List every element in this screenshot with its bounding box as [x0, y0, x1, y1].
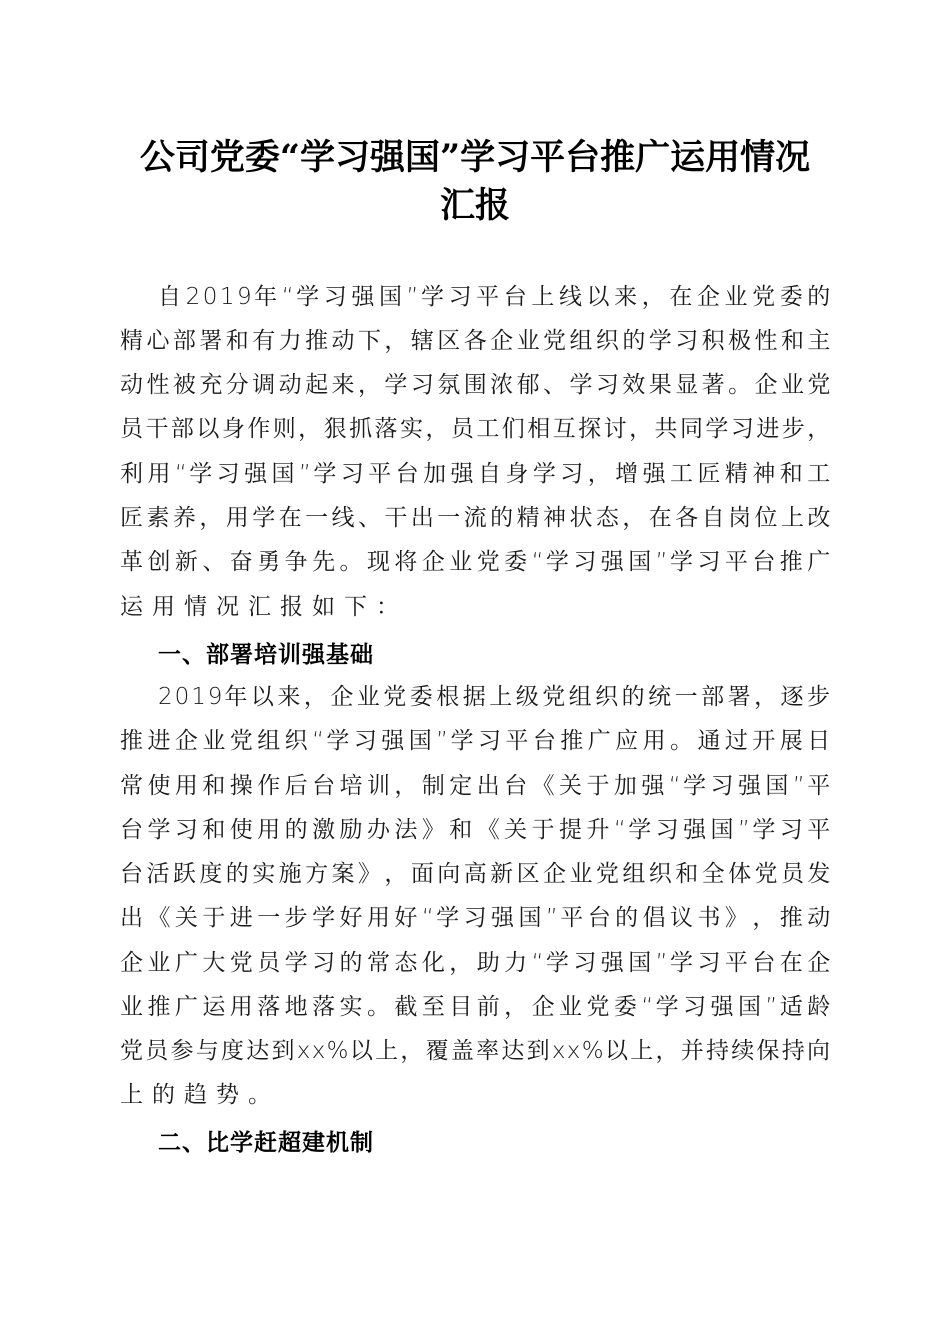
paragraph-line: 出 《 关 于 进 一 步 学 好 用 好 “ 学 习 强 国 ” 平 台 的 倡 议 书 》 ， 推 动 [120, 905, 831, 931]
paragraph-line: 员 干 部 以 身 作 则 ， 狠 抓 落 实 ， 员 工 们 相 互 探 讨 ， 共 同 学 习 进 步 ， [120, 416, 831, 442]
section-heading-2: 二、比学赶超建机制 [158, 1130, 374, 1156]
paragraph-line: 匠 素 养 ， 用 学 在 一 线 、 干 出 一 流 的 精 神 状 态 ， 在 各 自 岗 位 上 改 [120, 505, 831, 531]
paragraph-line: 业 推 广 运 用 落 地 落 实 。 截 至 目 前 ， 企 业 党 委 “ 学 习 强 国 ” 适 龄 [120, 994, 831, 1020]
paragraph-line: 运用情况汇报如下： [120, 594, 408, 620]
paragraph-line: 台 活 跃 度 的 实 施 方 案 》 ， 面 向 高 新 区 企 业 党 组 织 和 全 体 党 员 发 [120, 861, 831, 887]
paragraph-line: 自 2 0 1 9 年 “ 学 习 强 国 ” 学 习 平 台 上 线 以 来 ， 在 企 业 党 委 的 [158, 284, 831, 310]
paragraph-line: 党 员 参 与 度 达 到 x x % 以 上 ， 覆 盖 率 达 到 x x % 以 上 ， 并 持 续 保 持 向 [120, 1038, 830, 1064]
paragraph-line: 常 使 用 和 操 作 后 台 培 训 ， 制 定 出 台 《 关 于 加 强 “ 学 习 强 国 ” 平 [120, 773, 831, 799]
paragraph-line: 动 性 被 充 分 调 动 起 来 ， 学 习 氛 围 浓 郁 、 学 习 效 果 显 著 。 企 业 党 [120, 372, 831, 398]
document-title-line2: 汇报 [439, 185, 510, 226]
paragraph-line: 上的趋势。 [120, 1082, 280, 1108]
paragraph-line: 企 业 广 大 党 员 学 习 的 常 态 化 ， 助 力 “ 学 习 强 国 ” 学 习 平 台 在 企 [120, 950, 831, 976]
paragraph-line: 2 0 1 9 年 以 来 ， 企 业 党 委 根 据 上 级 党 组 织 的 统 一 部 署 ， 逐 步 [158, 684, 831, 710]
section-heading-1: 一、部署培训强基础 [158, 642, 374, 668]
paragraph-line: 推 进 企 业 党 组 织 “ 学 习 强 国 ” 学 习 平 台 推 广 应 用 。 通 过 开 展 日 [120, 728, 831, 754]
paragraph-line: 革 创 新 、 奋 勇 争 先 。 现 将 企 业 党 委 “ 学 习 强 国 ” 学 习 平 台 推 广 [120, 549, 831, 575]
document-title-line1: 公司党委“学习强国”学习平台推广运用情况 [139, 137, 811, 178]
paragraph-line: 精 心 部 署 和 有 力 推 动 下 ， 辖 区 各 企 业 党 组 织 的 学 习 积 极 性 和 主 [120, 328, 831, 354]
paragraph-line: 利 用 “ 学 习 强 国 ” 学 习 平 台 加 强 自 身 学 习 ， 增 强 工 匠 精 神 和 工 [120, 461, 831, 487]
paragraph-line: 台 学 习 和 使 用 的 激 励 办 法 》 和 《 关 于 提 升 “ 学 习 强 国 ” 学 习 平 [120, 817, 831, 843]
